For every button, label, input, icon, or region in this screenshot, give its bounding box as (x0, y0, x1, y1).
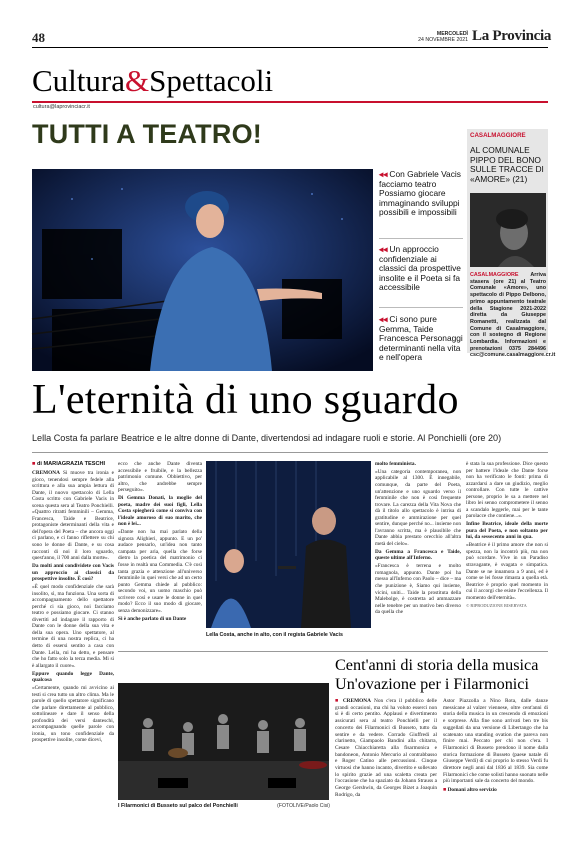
paragraph: «Una categoria contemporanea, non applicabile al 1300. È innegabile, comunque, da parte del Poeta, un'attenzione e uno sguardo verso il femminile che non è così frequente trovare. La carezza della Vita Nova che dà il titolo allo spettacolo è intrisa di gratitudine e ammirazione per quel sentire, dunque perché no... insieme non l'avranno scritta, ma è plausibile che Dante abbia prestato orecchio all'altra metà del cielo». (375, 468, 461, 547)
actors-photo-illustration (206, 461, 371, 628)
story2-column-b (443, 698, 548, 840)
question: Da molti anni condividete con Vacis un approccio ai classici da prospettive insolite. È così? (32, 563, 114, 583)
main-photo (32, 169, 373, 371)
issue-date (398, 31, 468, 43)
story2-column-a (335, 698, 437, 840)
follow-up-note: ■ Domani altro servizio (443, 786, 497, 793)
story2-headline-line1: Cent'anni di storia della musica (335, 656, 539, 674)
article-column-2 (118, 461, 202, 637)
sidebar-headline: AL COMUNALE PIPPO DEL BONO SULLE TRACCE DI «AMORE» (21) (470, 145, 544, 184)
quote-mark-icon: ◂◂ (379, 314, 388, 324)
pull-quote-3 (379, 315, 465, 363)
headline-rule (32, 452, 548, 453)
story2-rule (118, 651, 548, 652)
main-headline: L'eternità di uno sguardo (32, 377, 459, 423)
date-full: 24 NOVEMBRE 2021 (418, 37, 468, 43)
sidebar-body-place: CASALMAGGIORE (470, 272, 519, 278)
paragraph: «Francesca è terrena e molto romagnola, appunto. Dante poi ha messo all'Inferno con Paolo – dice – ma che punizione è, Siamo qui insieme, vicini, uniti... Taide la prostituta della Malebolge, è costretta ad ammazzare nelle tenebre per un motivo ben diverso da quella che (375, 563, 461, 616)
photo2-caption: Lella Costa, anche in alto, con il regista Gabriele Vacis (206, 632, 343, 638)
photo3-credit: (FOTOLIVE/Paolo Cisi) (277, 803, 330, 809)
kicker-title: TUTTI A TEATRO! (32, 119, 262, 149)
paragraph: CREMONA Si muove tra ironia e gioco, tenendosi sempre fedele alla scrittura e alla sua ampia lettura di Dante, il nuovo spettacolo di Lella Costa scritto con Gabriele Vacis in scena questa sera al Teatro Ponchielli. «Quattro ritratti femminili – Gemma, Francesca, Taide e Beatrice, protagoniste determinanti della vita e dell'opera del Poeta – che ancora oggi ci parlano, e ci fanno riflettere su chi sono le donne di Dante, e su cosa racconti di noi il loro sguardo, quest'anno, il 700 anni dalla morte». (32, 470, 114, 562)
article-column-4 (466, 461, 548, 651)
paragraph: ■ CREMONA Non c'era il pubblico delle grandi occasioni, ma chi ha voluto esserci non si è di certo pentito. Applausi e divertimento assicurati sera al teatro Ponchielli per il concerto dei Filarmonici di Busseto, tutto da sentire e da vedere. Corrado Giuffredi al clarinetto, Giampaolo Bandini alla chitarra, Cesare Chiacchiaretta alla fisarmonica e bandoneon, Antonio Mercurio al contrabbasso e Roger Catino alle percussioni. Cinque virtuosi che hanno incanto, divertito e sollevato lo spirito grazie ad una scaletta creata per l'occasione che ha spaziato da Johann Strauss a George Gershwin, da Georges Bizet a Joaquin Rodrigo, da (335, 698, 437, 798)
masthead: La Provincia (472, 28, 552, 44)
section-ampersand: & (125, 63, 150, 98)
sidebar-photo (470, 193, 546, 267)
paragraph: «È quel modo confidenziale che sarà insolito, sì, ma funziona. Una sorta di accompagnamento dello spettatore perché ci sia gioco, noi facciamo teatro e possiamo giocare. Ci stanno divertiti ad indagare il rapporto di Dante con le donne della sua vita e della sua opera. Uno spettatore, al termine di una nostra replica, ci ha detto di essersi sentito a casa con Dante. Lella, mi ha detto, e pensare che ho fatto solo la terza media. Mi si è allargato il cuore». (32, 584, 114, 669)
dateline: CREMONA (342, 698, 372, 704)
question: Si è anche parlato di un Dante (118, 615, 187, 622)
section-title (32, 64, 273, 98)
dateline: CREMONA (32, 470, 60, 476)
paragraph: «Beatrice è il primo amore che non si spezza, non la incontrò più, ma non può scordare. Vive in un Paradiso stravagante, è svagata e simpatica. Dante se ne innamora a 9 anni, ed è come se lei fosse rimasta a quella età. Beatrice è proprio quel momento in cui il accorgi che esiste l'eccellenza. Il momento dell'eternità». (466, 542, 548, 601)
photo3-caption: I Filarmonici di Busseto sul palco del Ponchielli (118, 803, 238, 809)
section-email[interactable]: cultura@laprovinciacr.it (33, 104, 90, 110)
question: molto femminista. (375, 461, 416, 467)
section-part1: Cultura (32, 63, 125, 98)
pull-quote-1-text: Con Gabriele Vacis facciamo teatro Possiamo giocare immaginando sviluppi possibili e impossibili (379, 169, 461, 218)
stage-photo-illustration (32, 169, 373, 371)
portrait-illustration (470, 193, 546, 267)
sub-headline: Lella Costa fa parlare Beatrice e le altre donne di Dante, divertendosi ad indagare ruoli e storie. Al Ponchielli (ore 20) (32, 433, 502, 443)
paragraph: «Dante non ha mai parlato della signora Alighieri, appunto. E un po' audace pensarlo, un'idea non tanto campata per aria, quella che forse dietro la poetica del matrimonio ci fosse in realtà una Commedia. C'è così tanta grazia e attenzione all'universo femminile in quei versi che ad un certo punto Gemma chiede al pubblico: secondo voi, un uomo maschio può scrivere così e usare le donne in quel modo? Ecco il suo modo di giocare, senza demonizzare». (118, 529, 202, 614)
quote-mark-icon: ◂◂ (379, 244, 388, 254)
sidebar-place-tag: CASALMAGGIORE (470, 132, 526, 139)
question: Eppure quando legge Dante, qualcosa (32, 670, 114, 684)
byline-marker-icon: ■ (32, 461, 37, 467)
orchestra-photo (118, 683, 329, 800)
pull-quote-3-text: Ci sono pure Gemma, Taide Francesca Personaggi determinanti nella vita e nell'opera (379, 314, 463, 363)
quote-divider (379, 238, 463, 239)
section-part2: Spettacoli (149, 63, 274, 98)
byline: ■ di MARIAGRAZIA TESCHI (32, 461, 106, 467)
header-rule (32, 47, 548, 48)
orchestra-photo-illustration (118, 683, 329, 800)
section-underline (32, 101, 548, 103)
paragraph: Astor Piazzolla a Nino Rota, dalle danze messicane al valzer viennese, oltre cent'anni di storia della musica in un crescendo di emozioni e sorprese. Alla fine sono arrivati ben tre bis suggellati da una versione di Libertango che ha scatenato una standing ovation che pareva non finire mai. Peccato per chi non c'era. I Filarmonici di Busseto prendono il nome dalla storica formazione di Busseto (paese natale di Giuseppe Verdi) di cui proprio lo stesso Verdi fu direttore negli anni dal 1836 al 1839. Sia come Filarmonici che come solisti hanno suonato nelle più importanti sale da concerto del mondo. (443, 698, 548, 785)
second-photo (206, 461, 371, 628)
byline-marker-icon: ■ (335, 698, 343, 704)
paragraph: «Certamente, quando mi avvicino ai testi si crea tutto un altro clima. Ma le parole di quello spettatore significano che parlare direttamente al pubblico, sottolineare e dare il senso della profondità dei versi danteschi, accompagnando quelle parole con ironia, un tono confidenziale da prospettive insolite, come dicevi, (32, 685, 114, 744)
sidebar-body-text: Arriva stasera (ore 21) al Teatro Comunale «Amore», uno spettacolo di Pippo Delbono, primo appuntamento teatrale della Stagione 2021-2022 diretta da Giuseppe Romanetti, realizzata dal Comune di Casalmaggiore, con il sostegno di Regione Lombardia. Informazioni e prenotazioni 0375 284496 csc@comune.casalmaggiore.cr.it (470, 272, 556, 359)
article-column-3 (375, 461, 461, 647)
quote-mark-icon: ◂◂ (379, 169, 388, 179)
story2-headline-line2: Un'ovazione per i Filarmonici (335, 674, 529, 693)
story2-headline (335, 656, 548, 693)
pull-quote-1 (379, 170, 465, 218)
question: Da Gemma a Francesca e Taide, queste ultime all'Inferno. (375, 548, 461, 562)
page-number: 48 (32, 30, 45, 45)
article-column-1 (32, 470, 114, 840)
quote-divider (379, 307, 463, 308)
sidebar-body (470, 272, 556, 359)
pull-quote-2-text: Un approccio confidenziale ai classici da prospettive insolite e il Poeta si fa accessibile (379, 244, 461, 293)
paragraph: ecco che anche Dante diventa accessibile e fruibile, e la bellezza patrimonio comune. Obbiettivo, per altro, che andrebbe sempre perseguito». (118, 461, 202, 494)
pull-quote-2 (379, 245, 465, 293)
question: Infine Beatrice, ideale della morte pura del Poeta, e non soltanto per lui, da sessecento anni in qua. (466, 521, 548, 541)
question: Di Gemma Donati, la moglie del poeta, madre dei suoi figli, Lella Costa spiegherà come si conviva con l'ideale amoroso di suo marito, che non è lei... (118, 495, 202, 528)
copyright: © RIPRODUZIONE RISERVATA (466, 602, 527, 608)
date-weekday: MERCOLEDÌ (436, 31, 468, 37)
paragraph: è stata la sua professione. Dice questo per battere l'ideale che Dante forse non ha verificato le fonti: prima di azzardarsi a dare un giudizio, meglio controllare. Con tutte le cattive persone, proprio le sa a mettere nel libro lei senno comprometere il senno a scandalo leggerle, mai per le tante parolacce che contiene...». (466, 461, 548, 520)
